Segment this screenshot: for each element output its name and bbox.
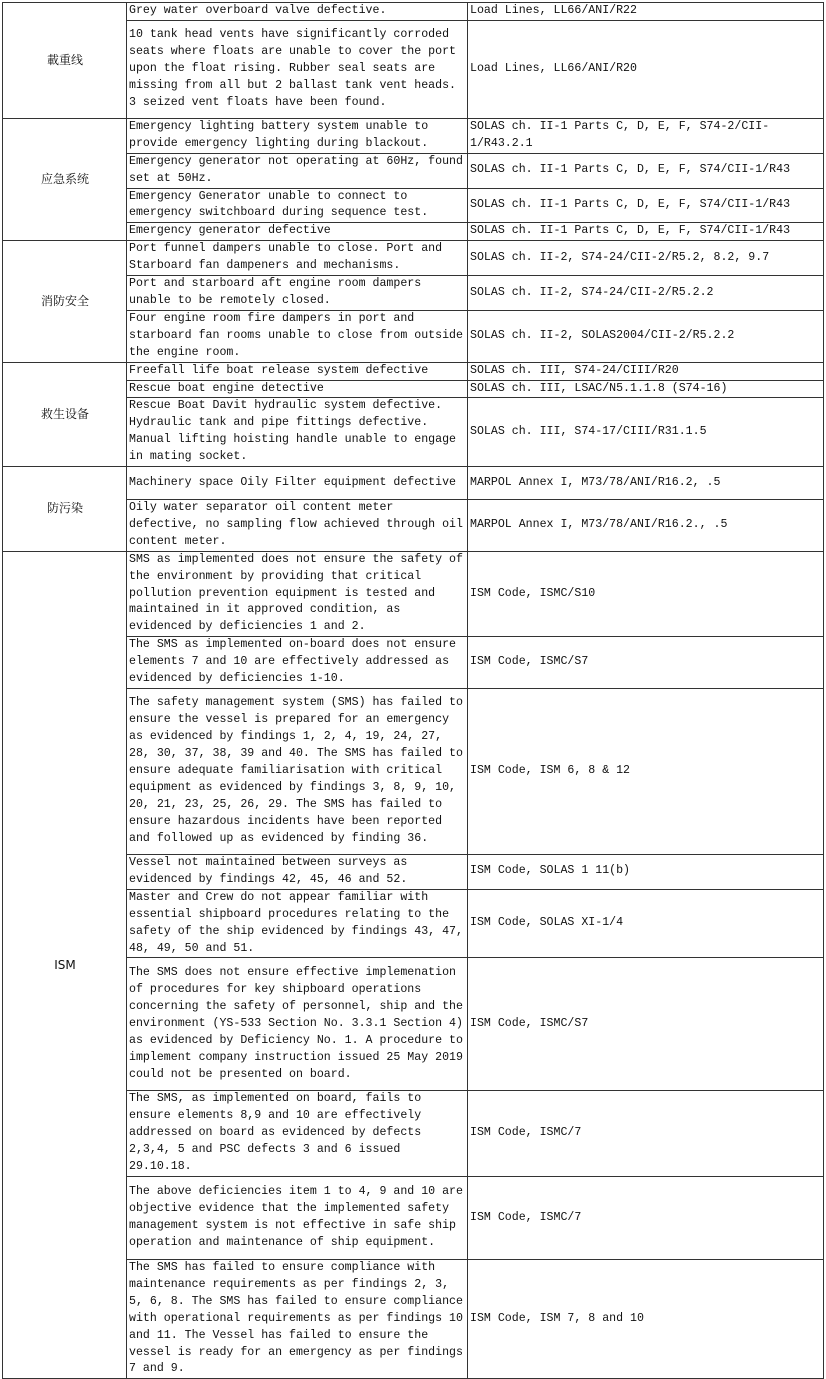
table-row (3, 855, 824, 890)
deficiency-description: The SMS does not ensure effective implemenation of procedures for key shipboard operations concerning the safety of personnel, ship and the environment (YS-533 Section No. 3.3.1 Section 4) as evidenced by Deficiency No. 1. A procedure to implement company instruction issued 25 May 2019 could not be presented on board. (127, 958, 468, 1091)
regulation-reference: Load Lines, LL66/ANI/R22 (468, 3, 824, 21)
table-row (3, 188, 824, 223)
table-row (3, 20, 824, 118)
regulation-reference: ISM Code, SOLAS 1 11(b) (468, 855, 824, 890)
regulation-reference: Load Lines, LL66/ANI/R20 (468, 20, 824, 118)
deficiency-table (2, 2, 824, 1379)
deficiency-description: The safety management system (SMS) has failed to ensure the vessel is prepared for an emergency as evidenced by findings 1, 2, 4, 19, 24, 27, 28, 30, 37, 38, 39 and 40. The SMS has failed to ensure adequate familiarisation with critical equipment as evidenced by findings 3, 8, 9, 10, 20, 21, 23, 25, 26, 29. The SMS has failed to ensure hazardous incidents have been reported and followed up as evidenced by finding 36. (127, 689, 468, 855)
table-row (3, 380, 824, 398)
regulation-reference: ISM Code, ISMC/S7 (468, 958, 824, 1091)
regulation-reference: ISM Code, ISMC/7 (468, 1091, 824, 1177)
deficiency-description: SMS as implemented does not ensure the safety of the environment by providing that critical pollution prevention equipment is tested and maintained in it approved condition, as evidenced by deficiencies 1 and 2. (127, 551, 468, 637)
regulation-reference: ISM Code, ISMC/S7 (468, 637, 824, 689)
deficiency-description: Emergency generator defective (127, 223, 468, 241)
regulation-reference: SOLAS ch. II-2, S74-24/CII-2/R5.2.2 (468, 276, 824, 311)
regulation-reference: SOLAS ch. III, S74-17/CIII/R31.1.5 (468, 398, 824, 467)
regulation-reference: ISM Code, ISMC/7 (468, 1176, 824, 1259)
deficiency-description: The SMS, as implemented on board, fails to ensure elements 8,9 and 10 are effectively addressed on board as evidenced by defects 2,3,4, 5 and PSC defects 3 and 6 issued 29.10.18. (127, 1091, 468, 1177)
regulation-reference: SOLAS ch. II-1 Parts C, D, E, F, S74-2/CII- 1/R43.2.1 (468, 118, 824, 153)
category-cell: 載重线 (3, 3, 127, 119)
table-row (3, 241, 824, 276)
deficiency-description: The SMS has failed to ensure compliance with maintenance requirements as per findings 2, 3, 5, 6, 8. The SMS has failed to ensure compliance with operational requirements as per findings 10 and 11. The Vessel has failed to ensure the vessel is ready for an emergency as per findings 7 and 9. (127, 1259, 468, 1378)
category-cell: ISM (3, 551, 127, 1379)
regulation-reference: SOLAS ch. III, LSAC/N5.1.1.8 (S74-16) (468, 380, 824, 398)
regulation-reference: ISM Code, SOLAS XI-1/4 (468, 889, 824, 958)
table-row (3, 153, 824, 188)
deficiency-description: Emergency lighting battery system unable to provide emergency lighting during blackout. (127, 118, 468, 153)
table-row (3, 118, 824, 153)
category-cell: 救生设备 (3, 362, 127, 466)
deficiency-description: Rescue boat engine detective (127, 380, 468, 398)
deficiency-description: 10 tank head vents have significantly corroded seats where floats are unable to cover the port upon the float rising. Rubber seal seats are missing from all but 2 ballast tank vent heads. 3 seized vent floats have been found. (127, 20, 468, 118)
deficiency-description: The above deficiencies item 1 to 4, 9 and 10 are objective evidence that the implemented safety management system is not effective in safe ship operation and maintenance of ship equipment. (127, 1176, 468, 1259)
table-row (3, 223, 824, 241)
regulation-reference: ISM Code, ISM 7, 8 and 10 (468, 1259, 824, 1378)
deficiency-description: Oily water separator oil content meter defective, no sampling flow achieved through oil content meter. (127, 500, 468, 552)
deficiency-description: Port funnel dampers unable to close. Port and Starboard fan dampeners and mechanisms. (127, 241, 468, 276)
deficiency-description: The SMS as implemented on-board does not ensure elements 7 and 10 are effectively addressed as evidenced by deficiencies 1-10. (127, 637, 468, 689)
category-cell: 消防安全 (3, 241, 127, 362)
table-row (3, 1259, 824, 1378)
regulation-reference: SOLAS ch. II-2, S74-24/CII-2/R5.2, 8.2, 9.7 (468, 241, 824, 276)
table-row (3, 467, 824, 500)
regulation-reference: SOLAS ch. III, S74-24/CIII/R20 (468, 362, 824, 380)
regulation-reference: SOLAS ch. II-1 Parts C, D, E, F, S74/CII-1/R43 (468, 188, 824, 223)
table-row (3, 889, 824, 958)
table-row (3, 398, 824, 467)
regulation-reference: ISM Code, ISMC/S10 (468, 551, 824, 637)
category-cell: 防污染 (3, 467, 127, 552)
table-row (3, 958, 824, 1091)
deficiency-description: Port and starboard aft engine room dampers unable to be remotely closed. (127, 276, 468, 311)
regulation-reference: MARPOL Annex I, M73/78/ANI/R16.2., .5 (468, 500, 824, 552)
deficiency-description: Grey water overboard valve defective. (127, 3, 468, 21)
deficiency-description: Emergency Generator unable to connect to emergency switchboard during sequence test. (127, 188, 468, 223)
table-row (3, 551, 824, 637)
regulation-reference: SOLAS ch. II-2, SOLAS2004/CII-2/R5.2.2 (468, 310, 824, 362)
deficiency-description: Emergency generator not operating at 60Hz, found set at 50Hz. (127, 153, 468, 188)
table-row (3, 637, 824, 689)
deficiency-description: Machinery space Oily Filter equipment defective (127, 467, 468, 500)
table-row (3, 1091, 824, 1177)
regulation-reference: SOLAS ch. II-1 Parts C, D, E, F, S74/CII-1/R43 (468, 153, 824, 188)
deficiency-description: Rescue Boat Davit hydraulic system defective. Hydraulic tank and pipe fittings defective. Manual lifting hoisting handle unable to engage in mating socket. (127, 398, 468, 467)
table-row (3, 362, 824, 380)
table-row (3, 689, 824, 855)
table-row (3, 1176, 824, 1259)
regulation-reference: ISM Code, ISM 6, 8 & 12 (468, 689, 824, 855)
deficiency-description: Vessel not maintained between surveys as evidenced by findings 42, 45, 46 and 52. (127, 855, 468, 890)
regulation-reference: SOLAS ch. II-1 Parts C, D, E, F, S74/CII-1/R43 (468, 223, 824, 241)
deficiency-description: Master and Crew do not appear familiar with essential shipboard procedures relating to the safety of the ship evidenced by findings 43, 47, 48, 49, 50 and 51. (127, 889, 468, 958)
category-cell: 应急系统 (3, 118, 127, 240)
deficiency-table-body (3, 3, 824, 1379)
table-row (3, 276, 824, 311)
table-row (3, 3, 824, 21)
table-row (3, 500, 824, 552)
regulation-reference: MARPOL Annex I, M73/78/ANI/R16.2, .5 (468, 467, 824, 500)
table-row (3, 310, 824, 362)
deficiency-description: Four engine room fire dampers in port and starboard fan rooms unable to close from outside the engine room. (127, 310, 468, 362)
deficiency-description: Freefall life boat release system defective (127, 362, 468, 380)
